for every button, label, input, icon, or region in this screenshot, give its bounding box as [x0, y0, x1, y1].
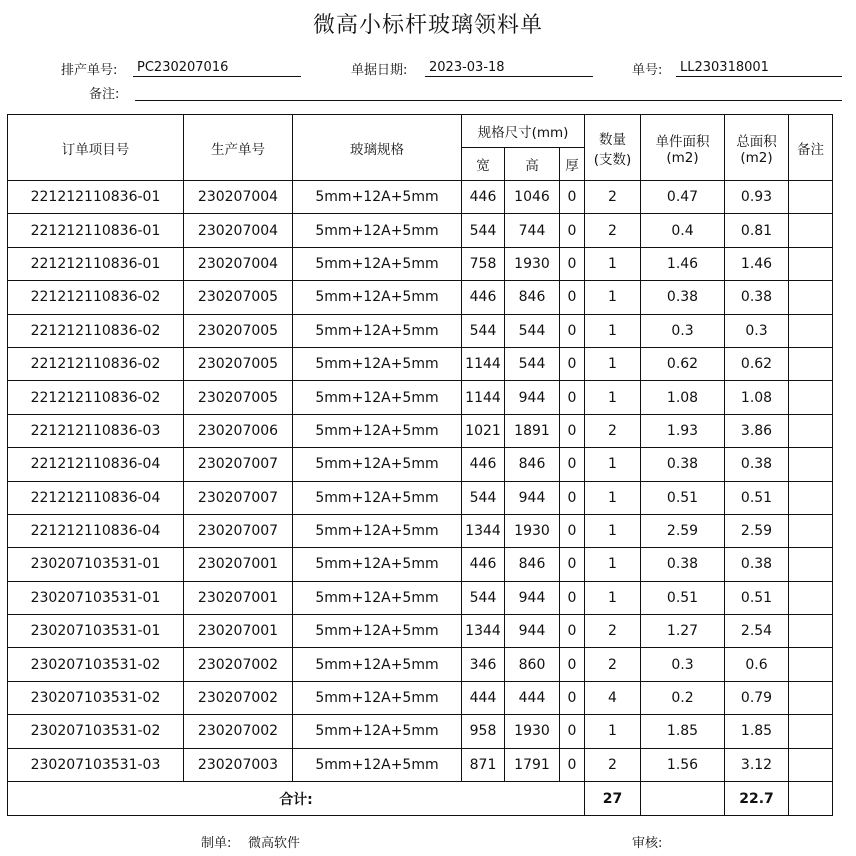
cell-total-area: 0.38: [725, 448, 789, 481]
header-thickness: 厚: [560, 148, 585, 181]
cell-order-item: 230207103531-02: [8, 681, 184, 714]
cell-remark: [789, 514, 833, 547]
cell-order-item: 221212110836-02: [8, 347, 184, 380]
cell-thickness: 0: [560, 281, 585, 314]
cell-height: 1930: [505, 514, 560, 547]
cell-width: 544: [462, 481, 505, 514]
table-row: [8, 214, 833, 247]
table-row: [8, 615, 833, 648]
batch-number-value: PC230207016: [133, 59, 301, 77]
cell-production-no: 230207007: [184, 481, 293, 514]
cell-unit-area: 0.38: [641, 548, 725, 581]
cell-remark: [789, 247, 833, 280]
cell-remark: [789, 347, 833, 380]
cell-unit-area: 1.56: [641, 748, 725, 781]
cell-glass-spec: 5mm+12A+5mm: [293, 314, 462, 347]
document-number-label: 单号:: [632, 63, 663, 78]
cell-glass-spec: 5mm+12A+5mm: [293, 715, 462, 748]
cell-thickness: 0: [560, 381, 585, 414]
cell-width: 758: [462, 247, 505, 280]
cell-total-area: 1.46: [725, 247, 789, 280]
cell-quantity: 2: [585, 648, 641, 681]
cell-remark: [789, 581, 833, 614]
cell-thickness: 0: [560, 681, 585, 714]
cell-production-no: 230207007: [184, 514, 293, 547]
cell-total-area: 3.86: [725, 414, 789, 447]
cell-quantity: 1: [585, 514, 641, 547]
cell-thickness: 0: [560, 615, 585, 648]
cell-thickness: 0: [560, 314, 585, 347]
cell-order-item: 230207103531-02: [8, 715, 184, 748]
cell-width: 446: [462, 448, 505, 481]
cell-unit-area: 0.4: [641, 214, 725, 247]
cell-glass-spec: 5mm+12A+5mm: [293, 481, 462, 514]
table-row: [8, 481, 833, 514]
header-quantity: [585, 115, 641, 181]
total-area: 22.7: [725, 782, 789, 816]
cell-height: 846: [505, 448, 560, 481]
cell-thickness: 0: [560, 481, 585, 514]
cell-production-no: 230207005: [184, 381, 293, 414]
cell-thickness: 0: [560, 581, 585, 614]
maker-label: 制单:: [201, 836, 232, 851]
cell-glass-spec: 5mm+12A+5mm: [293, 615, 462, 648]
cell-thickness: 0: [560, 247, 585, 280]
cell-unit-area: 0.47: [641, 181, 725, 214]
cell-quantity: 1: [585, 281, 641, 314]
header-glass-spec: 玻璃规格: [293, 115, 462, 181]
cell-width: 446: [462, 548, 505, 581]
cell-height: 1930: [505, 715, 560, 748]
cell-height: 846: [505, 548, 560, 581]
cell-total-area: 2.54: [725, 615, 789, 648]
header-unit-area-line2: (m2): [666, 149, 699, 166]
material-table: [7, 114, 833, 816]
cell-unit-area: 1.93: [641, 414, 725, 447]
cell-total-area: 0.93: [725, 181, 789, 214]
cell-production-no: 230207004: [184, 247, 293, 280]
cell-height: 1046: [505, 181, 560, 214]
cell-quantity: 2: [585, 414, 641, 447]
cell-width: 444: [462, 681, 505, 714]
cell-glass-spec: 5mm+12A+5mm: [293, 247, 462, 280]
cell-remark: [789, 181, 833, 214]
cell-total-area: 0.79: [725, 681, 789, 714]
cell-thickness: 0: [560, 648, 585, 681]
cell-glass-spec: 5mm+12A+5mm: [293, 548, 462, 581]
table-row: [8, 715, 833, 748]
cell-quantity: 1: [585, 381, 641, 414]
cell-remark: [789, 548, 833, 581]
total-remark: [789, 782, 833, 816]
cell-production-no: 230207002: [184, 715, 293, 748]
cell-width: 1144: [462, 347, 505, 380]
cell-total-area: 0.51: [725, 581, 789, 614]
cell-width: 1021: [462, 414, 505, 447]
table-row: [8, 648, 833, 681]
cell-unit-area: 0.51: [641, 581, 725, 614]
cell-remark: [789, 748, 833, 781]
total-label: 合计:: [8, 782, 585, 816]
cell-thickness: 0: [560, 548, 585, 581]
cell-height: 544: [505, 314, 560, 347]
cell-quantity: 1: [585, 347, 641, 380]
cell-production-no: 230207001: [184, 581, 293, 614]
total-quantity: 27: [585, 782, 641, 816]
cell-glass-spec: 5mm+12A+5mm: [293, 581, 462, 614]
cell-total-area: 0.51: [725, 481, 789, 514]
cell-remark: [789, 448, 833, 481]
cell-unit-area: 0.38: [641, 448, 725, 481]
header-total-area-line1: 总面积: [736, 133, 777, 150]
cell-width: 544: [462, 581, 505, 614]
cell-height: 944: [505, 581, 560, 614]
cell-production-no: 230207007: [184, 448, 293, 481]
table-row: [8, 548, 833, 581]
cell-remark: [789, 615, 833, 648]
cell-total-area: 2.59: [725, 514, 789, 547]
cell-order-item: 221212110836-04: [8, 481, 184, 514]
batch-number-label: 排产单号:: [61, 63, 118, 78]
cell-production-no: 230207004: [184, 214, 293, 247]
cell-production-no: 230207001: [184, 615, 293, 648]
cell-height: 1930: [505, 247, 560, 280]
header-total-area: [725, 115, 789, 181]
cell-width: 1344: [462, 514, 505, 547]
table-row: [8, 448, 833, 481]
cell-total-area: 1.08: [725, 381, 789, 414]
total-row: [8, 782, 833, 816]
table-row: [8, 181, 833, 214]
cell-unit-area: 2.59: [641, 514, 725, 547]
cell-order-item: 230207103531-01: [8, 548, 184, 581]
cell-quantity: 1: [585, 548, 641, 581]
header-remark: 备注: [789, 115, 833, 181]
cell-order-item: 221212110836-01: [8, 247, 184, 280]
header-unit-area: [641, 115, 725, 181]
cell-quantity: 2: [585, 615, 641, 648]
cell-order-item: 221212110836-04: [8, 448, 184, 481]
cell-thickness: 0: [560, 347, 585, 380]
cell-production-no: 230207003: [184, 748, 293, 781]
cell-width: 958: [462, 715, 505, 748]
cell-thickness: 0: [560, 715, 585, 748]
header-width: 宽: [462, 148, 505, 181]
cell-width: 544: [462, 214, 505, 247]
cell-height: 944: [505, 381, 560, 414]
table-row: [8, 681, 833, 714]
cell-height: 944: [505, 615, 560, 648]
cell-unit-area: 1.46: [641, 247, 725, 280]
cell-quantity: 1: [585, 448, 641, 481]
cell-production-no: 230207004: [184, 181, 293, 214]
header-unit-area-line1: 单件面积: [655, 133, 710, 150]
cell-quantity: 2: [585, 214, 641, 247]
cell-remark: [789, 314, 833, 347]
table-row: [8, 347, 833, 380]
cell-unit-area: 1.85: [641, 715, 725, 748]
cell-order-item: 221212110836-01: [8, 214, 184, 247]
header-order-item: 订单项目号: [8, 115, 184, 181]
cell-width: 1344: [462, 615, 505, 648]
cell-quantity: 1: [585, 581, 641, 614]
cell-remark: [789, 648, 833, 681]
maker-value: 微高软件: [248, 836, 301, 851]
cell-total-area: 1.85: [725, 715, 789, 748]
cell-remark: [789, 414, 833, 447]
cell-width: 871: [462, 748, 505, 781]
total-unit-area: [641, 782, 725, 816]
remark-value: [135, 83, 842, 101]
cell-total-area: 0.3: [725, 314, 789, 347]
cell-order-item: 230207103531-01: [8, 615, 184, 648]
cell-height: 544: [505, 347, 560, 380]
cell-total-area: 0.62: [725, 347, 789, 380]
table-row: [8, 414, 833, 447]
cell-unit-area: 0.2: [641, 681, 725, 714]
cell-height: 860: [505, 648, 560, 681]
cell-order-item: 221212110836-02: [8, 281, 184, 314]
document-number-value: LL230318001: [676, 59, 842, 77]
header-quantity-line1: 数量: [599, 131, 626, 148]
cell-remark: [789, 214, 833, 247]
cell-order-item: 221212110836-04: [8, 514, 184, 547]
cell-remark: [789, 481, 833, 514]
cell-order-item: 230207103531-02: [8, 648, 184, 681]
cell-glass-spec: 5mm+12A+5mm: [293, 648, 462, 681]
cell-glass-spec: 5mm+12A+5mm: [293, 414, 462, 447]
cell-height: 1791: [505, 748, 560, 781]
cell-width: 446: [462, 181, 505, 214]
cell-glass-spec: 5mm+12A+5mm: [293, 214, 462, 247]
cell-production-no: 230207005: [184, 314, 293, 347]
cell-unit-area: 1.27: [641, 615, 725, 648]
cell-quantity: 2: [585, 748, 641, 781]
cell-width: 544: [462, 314, 505, 347]
header-size-group: 规格尺寸(mm): [462, 115, 585, 148]
cell-total-area: 0.6: [725, 648, 789, 681]
cell-unit-area: 0.3: [641, 314, 725, 347]
table-row: [8, 514, 833, 547]
table-row: [8, 314, 833, 347]
cell-total-area: 0.38: [725, 281, 789, 314]
cell-order-item: 230207103531-01: [8, 581, 184, 614]
cell-glass-spec: 5mm+12A+5mm: [293, 514, 462, 547]
cell-total-area: 0.81: [725, 214, 789, 247]
cell-glass-spec: 5mm+12A+5mm: [293, 681, 462, 714]
cell-remark: [789, 681, 833, 714]
cell-remark: [789, 381, 833, 414]
cell-total-area: 3.12: [725, 748, 789, 781]
table-row: [8, 581, 833, 614]
cell-unit-area: 1.08: [641, 381, 725, 414]
cell-glass-spec: 5mm+12A+5mm: [293, 381, 462, 414]
cell-total-area: 0.38: [725, 548, 789, 581]
header-total-area-line2: (m2): [740, 149, 773, 166]
header-row: [8, 115, 833, 148]
cell-glass-spec: 5mm+12A+5mm: [293, 448, 462, 481]
cell-height: 944: [505, 481, 560, 514]
cell-glass-spec: 5mm+12A+5mm: [293, 347, 462, 380]
cell-production-no: 230207002: [184, 648, 293, 681]
cell-thickness: 0: [560, 414, 585, 447]
cell-order-item: 221212110836-02: [8, 381, 184, 414]
document-title: 微高小标杆玻璃领料单: [312, 13, 543, 38]
table-row: [8, 748, 833, 781]
cell-production-no: 230207001: [184, 548, 293, 581]
cell-glass-spec: 5mm+12A+5mm: [293, 748, 462, 781]
header-production-no: 生产单号: [184, 115, 293, 181]
cell-thickness: 0: [560, 514, 585, 547]
document-date-label: 单据日期:: [351, 63, 408, 78]
cell-production-no: 230207006: [184, 414, 293, 447]
cell-quantity: 2: [585, 181, 641, 214]
table-row: [8, 281, 833, 314]
cell-height: 744: [505, 214, 560, 247]
cell-thickness: 0: [560, 748, 585, 781]
remark-label: 备注:: [89, 87, 120, 102]
document-date-value: 2023-03-18: [425, 59, 593, 77]
table-row: [8, 247, 833, 280]
cell-quantity: 1: [585, 481, 641, 514]
cell-remark: [789, 715, 833, 748]
cell-width: 446: [462, 281, 505, 314]
cell-thickness: 0: [560, 448, 585, 481]
cell-height: 1891: [505, 414, 560, 447]
header-height: 高: [505, 148, 560, 181]
cell-order-item: 221212110836-01: [8, 181, 184, 214]
cell-height: 846: [505, 281, 560, 314]
cell-thickness: 0: [560, 181, 585, 214]
cell-quantity: 4: [585, 681, 641, 714]
cell-height: 444: [505, 681, 560, 714]
header-quantity-line2: (支数): [593, 151, 632, 168]
cell-production-no: 230207002: [184, 681, 293, 714]
cell-order-item: 221212110836-03: [8, 414, 184, 447]
table-row: [8, 381, 833, 414]
cell-width: 1144: [462, 381, 505, 414]
cell-unit-area: 0.3: [641, 648, 725, 681]
cell-quantity: 1: [585, 715, 641, 748]
cell-glass-spec: 5mm+12A+5mm: [293, 281, 462, 314]
cell-order-item: 230207103531-03: [8, 748, 184, 781]
cell-thickness: 0: [560, 214, 585, 247]
cell-unit-area: 0.62: [641, 347, 725, 380]
cell-quantity: 1: [585, 314, 641, 347]
cell-width: 346: [462, 648, 505, 681]
cell-unit-area: 0.38: [641, 281, 725, 314]
cell-unit-area: 0.51: [641, 481, 725, 514]
reviewer-label: 审核:: [632, 836, 663, 851]
cell-remark: [789, 281, 833, 314]
cell-quantity: 1: [585, 247, 641, 280]
cell-glass-spec: 5mm+12A+5mm: [293, 181, 462, 214]
cell-order-item: 221212110836-02: [8, 314, 184, 347]
cell-production-no: 230207005: [184, 347, 293, 380]
cell-production-no: 230207005: [184, 281, 293, 314]
